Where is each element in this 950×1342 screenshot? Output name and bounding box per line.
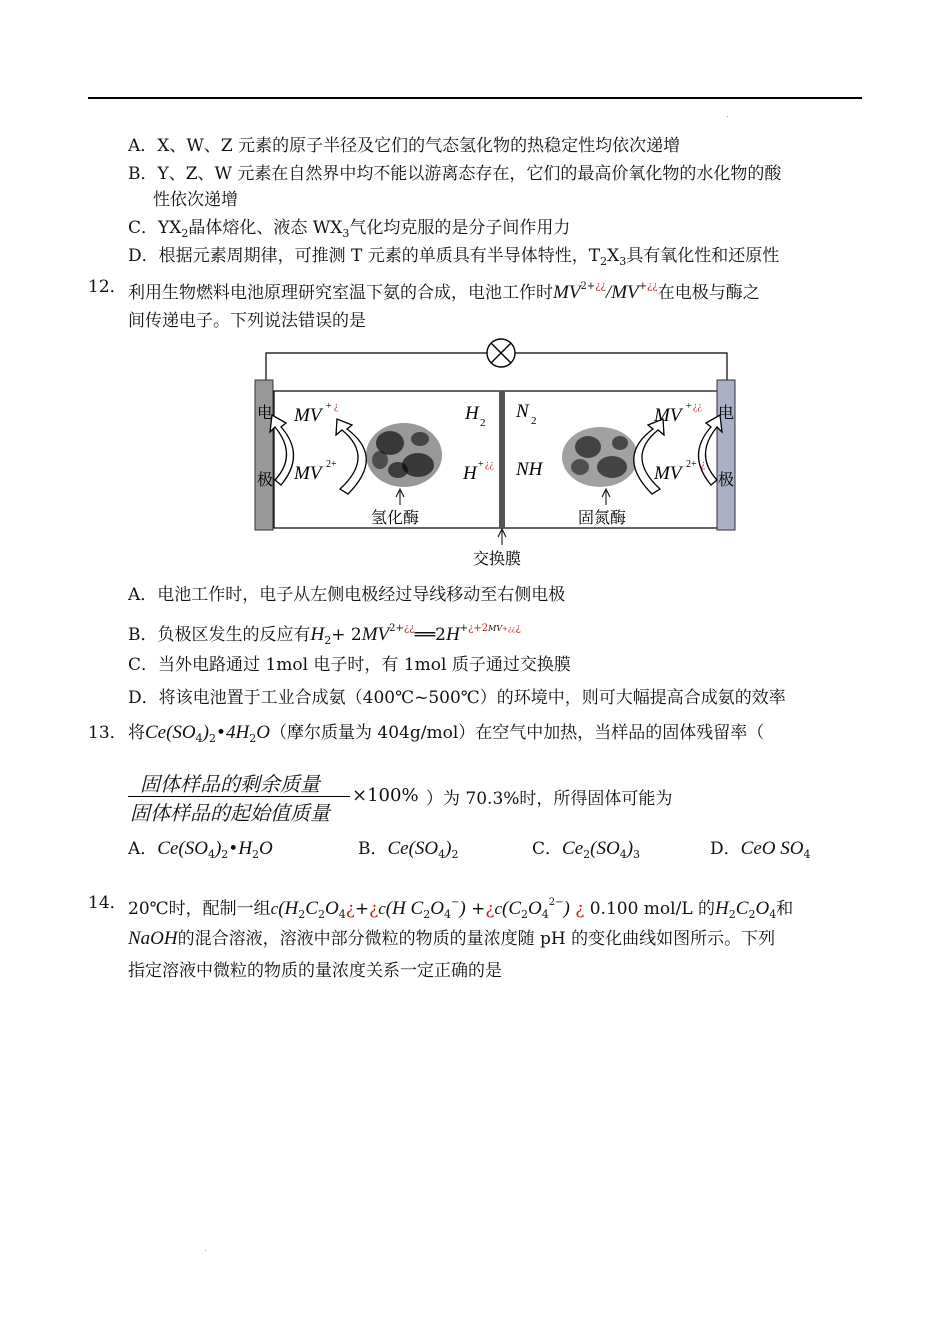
q12-option-a: A．电池工作时，电子从左侧电极经过导线移动至右侧电极: [128, 585, 566, 605]
right-electrode-label: 电: [718, 405, 735, 422]
battery-diagram: [240, 335, 760, 575]
speck: [205, 1250, 206, 1251]
h2-label: H: [465, 403, 479, 424]
q13-number: 13．: [88, 723, 127, 743]
lamp-icon: [487, 339, 515, 367]
q11-option-d: D．根据元素周期律，可推测 T 元素的单质具有半导体特性，$T_2X_3$具有氧化性和还原性: [128, 246, 780, 268]
charge: +: [326, 401, 332, 412]
subscript: 2: [480, 417, 486, 429]
h-ion-label: H: [463, 463, 477, 484]
q12-stem: 利用生物燃料电池原理研究室温下氨的合成，电池工作时$MV^{2+¿¿}/MV^{+¿¿}$在电极与酶之: [128, 281, 760, 303]
q12-option-b: B．负极区发生的反应有$H_2+$ $2MV^{2+¿¿}══2H^{+¿+2MV+¿¿¿}$: [128, 623, 521, 647]
header-rule: [88, 97, 862, 99]
right-electrode: [717, 380, 735, 530]
nitrogenase-label: 固氮酶: [578, 510, 627, 527]
q13-option-a: A．$Ce(SO_4)_2•H_2O$: [128, 838, 273, 861]
mv-2plus-label: MV: [654, 463, 682, 484]
charge: ¿¿: [693, 401, 702, 412]
q13-stem-2: ）为 70.3%时，所得固体可能为: [426, 789, 673, 809]
charge: ¿: [334, 401, 339, 412]
mv-plus-label: MV: [654, 405, 682, 426]
membrane-label: 交换膜: [473, 551, 522, 568]
q12-option-d: D．将该电池置于工业合成氨（400℃~500℃）的环境中，则可大幅提高合成氨的效率: [128, 688, 786, 708]
hydrogenase-enzyme: [366, 423, 442, 487]
left-electrode-label: 极: [257, 472, 274, 489]
charge: ¿¿: [485, 459, 494, 470]
nh-label: NH: [516, 459, 543, 480]
right-electrode-label: 极: [718, 472, 735, 489]
q12-option-c: C．当外电路通过 1mol 电子时，有 1mol 质子通过交换膜: [128, 655, 571, 675]
q14-stem: 20℃时，配制一组$c(H_2C_2O_4¿+¿c(H$ $C_2O_4^-$) $+¿c(C_2O_4^{2-})$ ¿ 0.100 mol/L 的$H_2C_2O_4$和: [128, 897, 794, 921]
charge: +: [478, 459, 484, 470]
q12-number: 12．: [88, 277, 127, 297]
mv-2plus-label: MV: [294, 463, 322, 484]
exchange-membrane: [499, 391, 505, 528]
mv-plus-label: MV: [294, 405, 322, 426]
q13-option-d: D．CeO $SO_4$: [710, 838, 811, 861]
q13-option-c: C．$Ce_2(SO_4)_3$: [532, 838, 641, 861]
left-electrode: [255, 380, 273, 530]
q11-option-c: C．$YX_2$晶体熔化、液态 $WX_3$气化均克服的是分子间作用力: [128, 218, 571, 240]
q13-stem: 将$Ce(SO_4)_2•4H_2O$（摩尔质量为 404g/mol）在空气中加热，当样品的固体残留率（: [128, 722, 765, 745]
charge: 2+: [686, 459, 697, 470]
q14-number: 14．: [88, 893, 127, 913]
nitrogenase-enzyme: [562, 427, 638, 487]
q13-option-b: B．$Ce(SO_4)_2$: [358, 838, 459, 861]
q11-option-b-cont: 性依次递增: [153, 190, 238, 210]
fraction-numerator: 固体样品的剩余质量: [140, 774, 320, 796]
percent: ×100%: [352, 785, 419, 806]
hydrogenase-label: 氢化酶: [371, 510, 420, 527]
n2-label: N: [516, 401, 529, 422]
charge: ¿: [701, 459, 706, 470]
q12-stem-2: 间传递电子。下列说法错误的是: [128, 311, 366, 331]
q14-stem-3: 指定溶液中微粒的物质的量浓度关系一定正确的是: [128, 961, 502, 981]
charge: 2+: [326, 459, 337, 470]
q14-stem-2: NaOH的混合溶液，溶液中部分微粒的物质的量浓度随 pH 的变化曲线如图所示。下列: [128, 928, 776, 949]
speck: [727, 116, 728, 117]
q11-option-b: B．Y、Z、W 元素在自然界中均不能以游离态存在，它们的最高价氧化物的水化物的酸: [128, 164, 782, 184]
fraction-denominator: 固体样品的起始值质量: [130, 803, 330, 825]
charge: +: [686, 401, 692, 412]
subscript: 2: [531, 415, 537, 427]
left-electrode-label: 电: [257, 405, 274, 422]
q11-option-a: A．X、W、Z 元素的原子半径及它们的气态氢化物的热稳定性均依次递增: [128, 136, 681, 156]
